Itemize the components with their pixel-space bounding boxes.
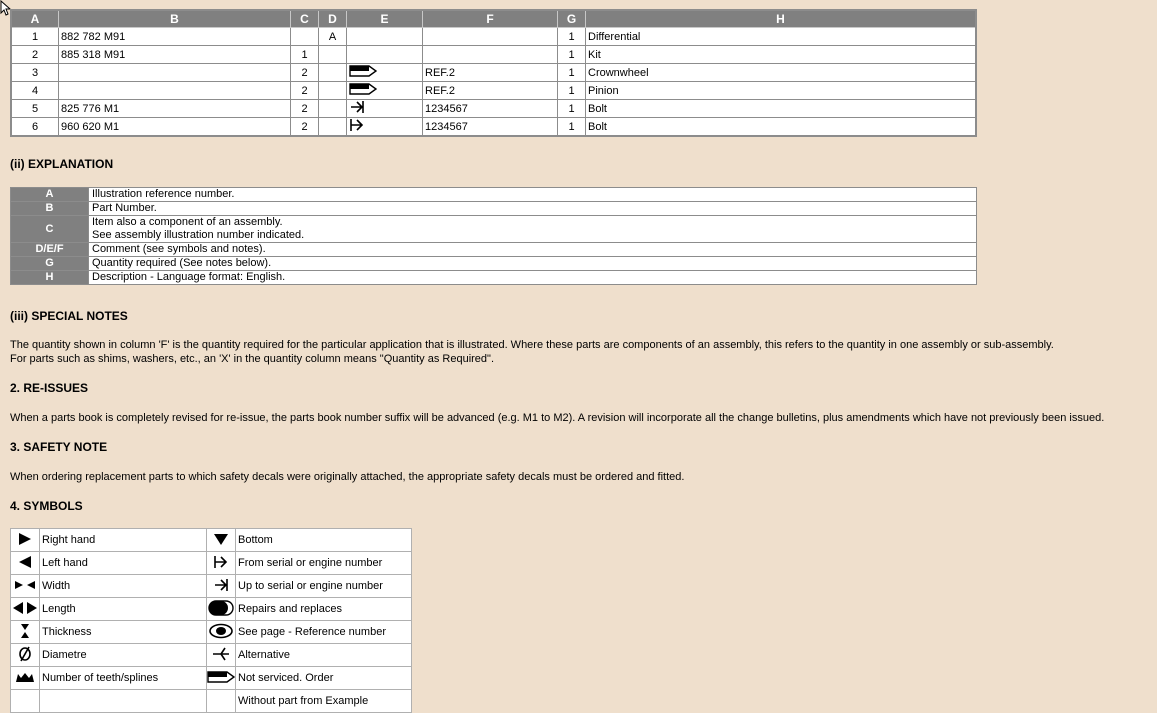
symbol-row — [11, 644, 412, 667]
symbol-label: Without part from Example — [236, 690, 412, 713]
part-ref-cell: 4 — [11, 82, 59, 100]
assembly-cell — [291, 28, 319, 46]
explanation-row — [11, 243, 977, 257]
col-header-e: E — [347, 10, 423, 28]
see-page-icon — [208, 623, 234, 642]
explanation-line: Quantity required (See notes below). — [92, 257, 272, 269]
col-header-c: C — [291, 10, 319, 28]
reissues-heading: 2. RE-ISSUES — [10, 381, 89, 395]
explanation-row — [11, 216, 977, 243]
symbol-row — [11, 667, 412, 690]
explanation-key: H — [11, 271, 89, 285]
explanation-heading: (ii) EXPLANATION — [10, 157, 114, 171]
symbol-row — [11, 529, 412, 552]
comment-f-cell: REF.2 — [423, 64, 558, 82]
parts-table-row — [11, 64, 976, 82]
part-ref-cell: 2 — [11, 46, 59, 64]
parts-table-row — [11, 100, 976, 118]
symbol-icon-cell — [207, 598, 236, 621]
description-cell: Crownwheel — [586, 64, 977, 82]
description-cell: Kit — [586, 46, 977, 64]
part-ref-cell: 5 — [11, 100, 59, 118]
up-to-serial-icon — [349, 100, 365, 117]
assembly-cell: 2 — [291, 82, 319, 100]
symbol-icon-cell — [207, 621, 236, 644]
reissues-text: When a parts book is completely revised for re-issue, the parts book number suffix will be advanced (e.g. M1 to M2). A revision will incorporate all the change bulletins, plus amendments which have not previously been issued. — [10, 412, 1105, 424]
description-cell: Bolt — [586, 100, 977, 118]
description-cell: Differential — [586, 28, 977, 46]
explanation-line: Illustration reference number. — [92, 188, 235, 200]
comment-d-cell: A — [319, 28, 347, 46]
symbol-cell — [347, 28, 423, 46]
not-serviced-order-icon — [349, 83, 377, 98]
col-header-f: F — [423, 10, 558, 28]
safety-heading: 3. SAFETY NOTE — [10, 440, 108, 454]
col-header-h: H — [586, 10, 977, 28]
part-number-cell: 882 782 M91 — [59, 28, 291, 46]
quantity-cell: 1 — [558, 46, 586, 64]
assembly-cell: 1 — [291, 46, 319, 64]
symbol-icon-cell — [207, 575, 236, 598]
explanation-row — [11, 202, 977, 216]
symbol-label: Repairs and replaces — [236, 598, 412, 621]
explanation-key: B — [11, 202, 89, 216]
part-number-cell: 825 776 M1 — [59, 100, 291, 118]
symbol-row — [11, 621, 412, 644]
explanation-line-2: See assembly illustration number indicated. — [92, 229, 305, 241]
repairs-replaces-icon — [208, 600, 234, 619]
symbol-row — [11, 598, 412, 621]
part-number-cell — [59, 82, 291, 100]
bottom-icon — [213, 532, 229, 549]
symbol-cell — [347, 100, 423, 118]
symbol-icon-cell — [11, 644, 40, 667]
alternative-icon — [212, 647, 230, 664]
width-icon — [14, 579, 36, 594]
symbol-icon-cell — [207, 644, 236, 667]
symbol-cell — [347, 82, 423, 100]
explanation-text — [89, 188, 977, 202]
symbol-row — [11, 552, 412, 575]
assembly-cell: 2 — [291, 118, 319, 137]
symbol-icon-cell — [207, 667, 236, 690]
length-icon — [12, 601, 38, 618]
special-notes-heading: (iii) SPECIAL NOTES — [10, 309, 128, 323]
part-ref-cell: 6 — [11, 118, 59, 137]
description-cell: Pinion — [586, 82, 977, 100]
symbol-icon-cell — [207, 690, 236, 713]
from-serial-icon — [213, 555, 229, 572]
explanation-row — [11, 257, 977, 271]
comment-f-cell: 1234567 — [423, 118, 558, 137]
symbol-label: Length — [40, 598, 207, 621]
symbol-label — [40, 690, 207, 713]
symbol-icon-cell — [11, 621, 40, 644]
symbol-label: Number of teeth/splines — [40, 667, 207, 690]
comment-d-cell — [319, 46, 347, 64]
comment-d-cell — [319, 118, 347, 137]
part-number-cell: 885 318 M91 — [59, 46, 291, 64]
symbol-icon-cell — [11, 575, 40, 598]
diametre-icon — [18, 646, 32, 665]
symbol-cell — [347, 118, 423, 137]
comment-f-cell — [423, 46, 558, 64]
symbol-icon-cell — [11, 667, 40, 690]
symbol-icon-cell — [11, 552, 40, 575]
symbol-cell — [347, 46, 423, 64]
explanation-key: C — [11, 216, 89, 243]
quantity-cell: 1 — [558, 100, 586, 118]
quantity-cell: 1 — [558, 28, 586, 46]
special-notes-text — [10, 338, 1054, 366]
part-ref-cell: 3 — [11, 64, 59, 82]
symbols-heading: 4. SYMBOLS — [10, 499, 83, 513]
special-notes-line-1: The quantity shown in column 'F' is the quantity required for the particular application that is illustrated. Where these parts are components of an assembly, this refers to the quantity in one assembly or sub-assembly. — [10, 339, 1054, 351]
not-serviced-order-icon — [207, 671, 235, 686]
quantity-cell: 1 — [558, 64, 586, 82]
comment-d-cell — [319, 64, 347, 82]
part-number-cell: 960 620 M1 — [59, 118, 291, 137]
explanation-text — [89, 216, 977, 243]
comment-d-cell — [319, 100, 347, 118]
quantity-cell: 1 — [558, 118, 586, 137]
explanation-line: Part Number. — [92, 202, 157, 214]
parts-table-row — [11, 28, 976, 46]
symbol-label: Thickness — [40, 621, 207, 644]
explanation-line: Item also a component of an assembly. — [92, 216, 283, 228]
explanation-text — [89, 271, 977, 285]
explanation-line: Description - Language format: English. — [92, 271, 286, 283]
safety-text: When ordering replacement parts to which safety decals were originally attached, the appropriate safety decals must be ordered and fitted. — [10, 471, 685, 483]
col-header-b: B — [59, 10, 291, 28]
symbol-row — [11, 690, 412, 713]
not-serviced-order-icon — [349, 65, 377, 80]
thickness-icon — [20, 623, 30, 642]
from-serial-icon — [349, 118, 365, 135]
symbol-icon-cell — [11, 529, 40, 552]
symbol-label: Up to serial or engine number — [236, 575, 412, 598]
col-header-a: A — [11, 10, 59, 28]
explanation-table — [10, 187, 977, 285]
symbol-label: Diametre — [40, 644, 207, 667]
symbol-label: Not serviced. Order — [236, 667, 412, 690]
explanation-row — [11, 271, 977, 285]
part-ref-cell: 1 — [11, 28, 59, 46]
part-number-cell — [59, 64, 291, 82]
parts-table-row — [11, 82, 976, 100]
comment-d-cell — [319, 82, 347, 100]
explanation-text — [89, 202, 977, 216]
symbol-icon-cell — [11, 598, 40, 621]
symbol-label: Width — [40, 575, 207, 598]
comment-f-cell: 1234567 — [423, 100, 558, 118]
parts-table-header — [11, 10, 976, 28]
explanation-key: G — [11, 257, 89, 271]
right-hand-icon — [17, 532, 33, 549]
symbols-table — [10, 528, 412, 713]
symbol-row — [11, 575, 412, 598]
symbol-icon-cell — [11, 690, 40, 713]
symbol-icon-cell — [207, 529, 236, 552]
description-cell: Bolt — [586, 118, 977, 137]
symbol-cell — [347, 64, 423, 82]
symbol-label: Bottom — [236, 529, 412, 552]
parts-table-row — [11, 46, 976, 64]
special-notes-line-2: For parts such as shims, washers, etc., an 'X' in the quantity column means "Quantity as Required". — [10, 353, 495, 365]
comment-f-cell: REF.2 — [423, 82, 558, 100]
symbol-label: Alternative — [236, 644, 412, 667]
explanation-text — [89, 243, 977, 257]
up-to-serial-icon — [213, 578, 229, 595]
explanation-line: Comment (see symbols and notes). — [92, 243, 266, 255]
explanation-row — [11, 188, 977, 202]
col-header-g: G — [558, 10, 586, 28]
teeth-splines-icon — [15, 671, 35, 686]
symbol-label: See page - Reference number — [236, 621, 412, 644]
assembly-cell: 2 — [291, 100, 319, 118]
parts-table — [10, 9, 977, 137]
explanation-key: A — [11, 188, 89, 202]
quantity-cell: 1 — [558, 82, 586, 100]
left-hand-icon — [17, 555, 33, 572]
symbol-label: Right hand — [40, 529, 207, 552]
explanation-text — [89, 257, 977, 271]
explanation-key: D/E/F — [11, 243, 89, 257]
comment-f-cell — [423, 28, 558, 46]
parts-table-row — [11, 118, 976, 137]
symbol-label: Left hand — [40, 552, 207, 575]
col-header-d: D — [319, 10, 347, 28]
symbol-icon-cell — [207, 552, 236, 575]
assembly-cell: 2 — [291, 64, 319, 82]
symbol-label: From serial or engine number — [236, 552, 412, 575]
